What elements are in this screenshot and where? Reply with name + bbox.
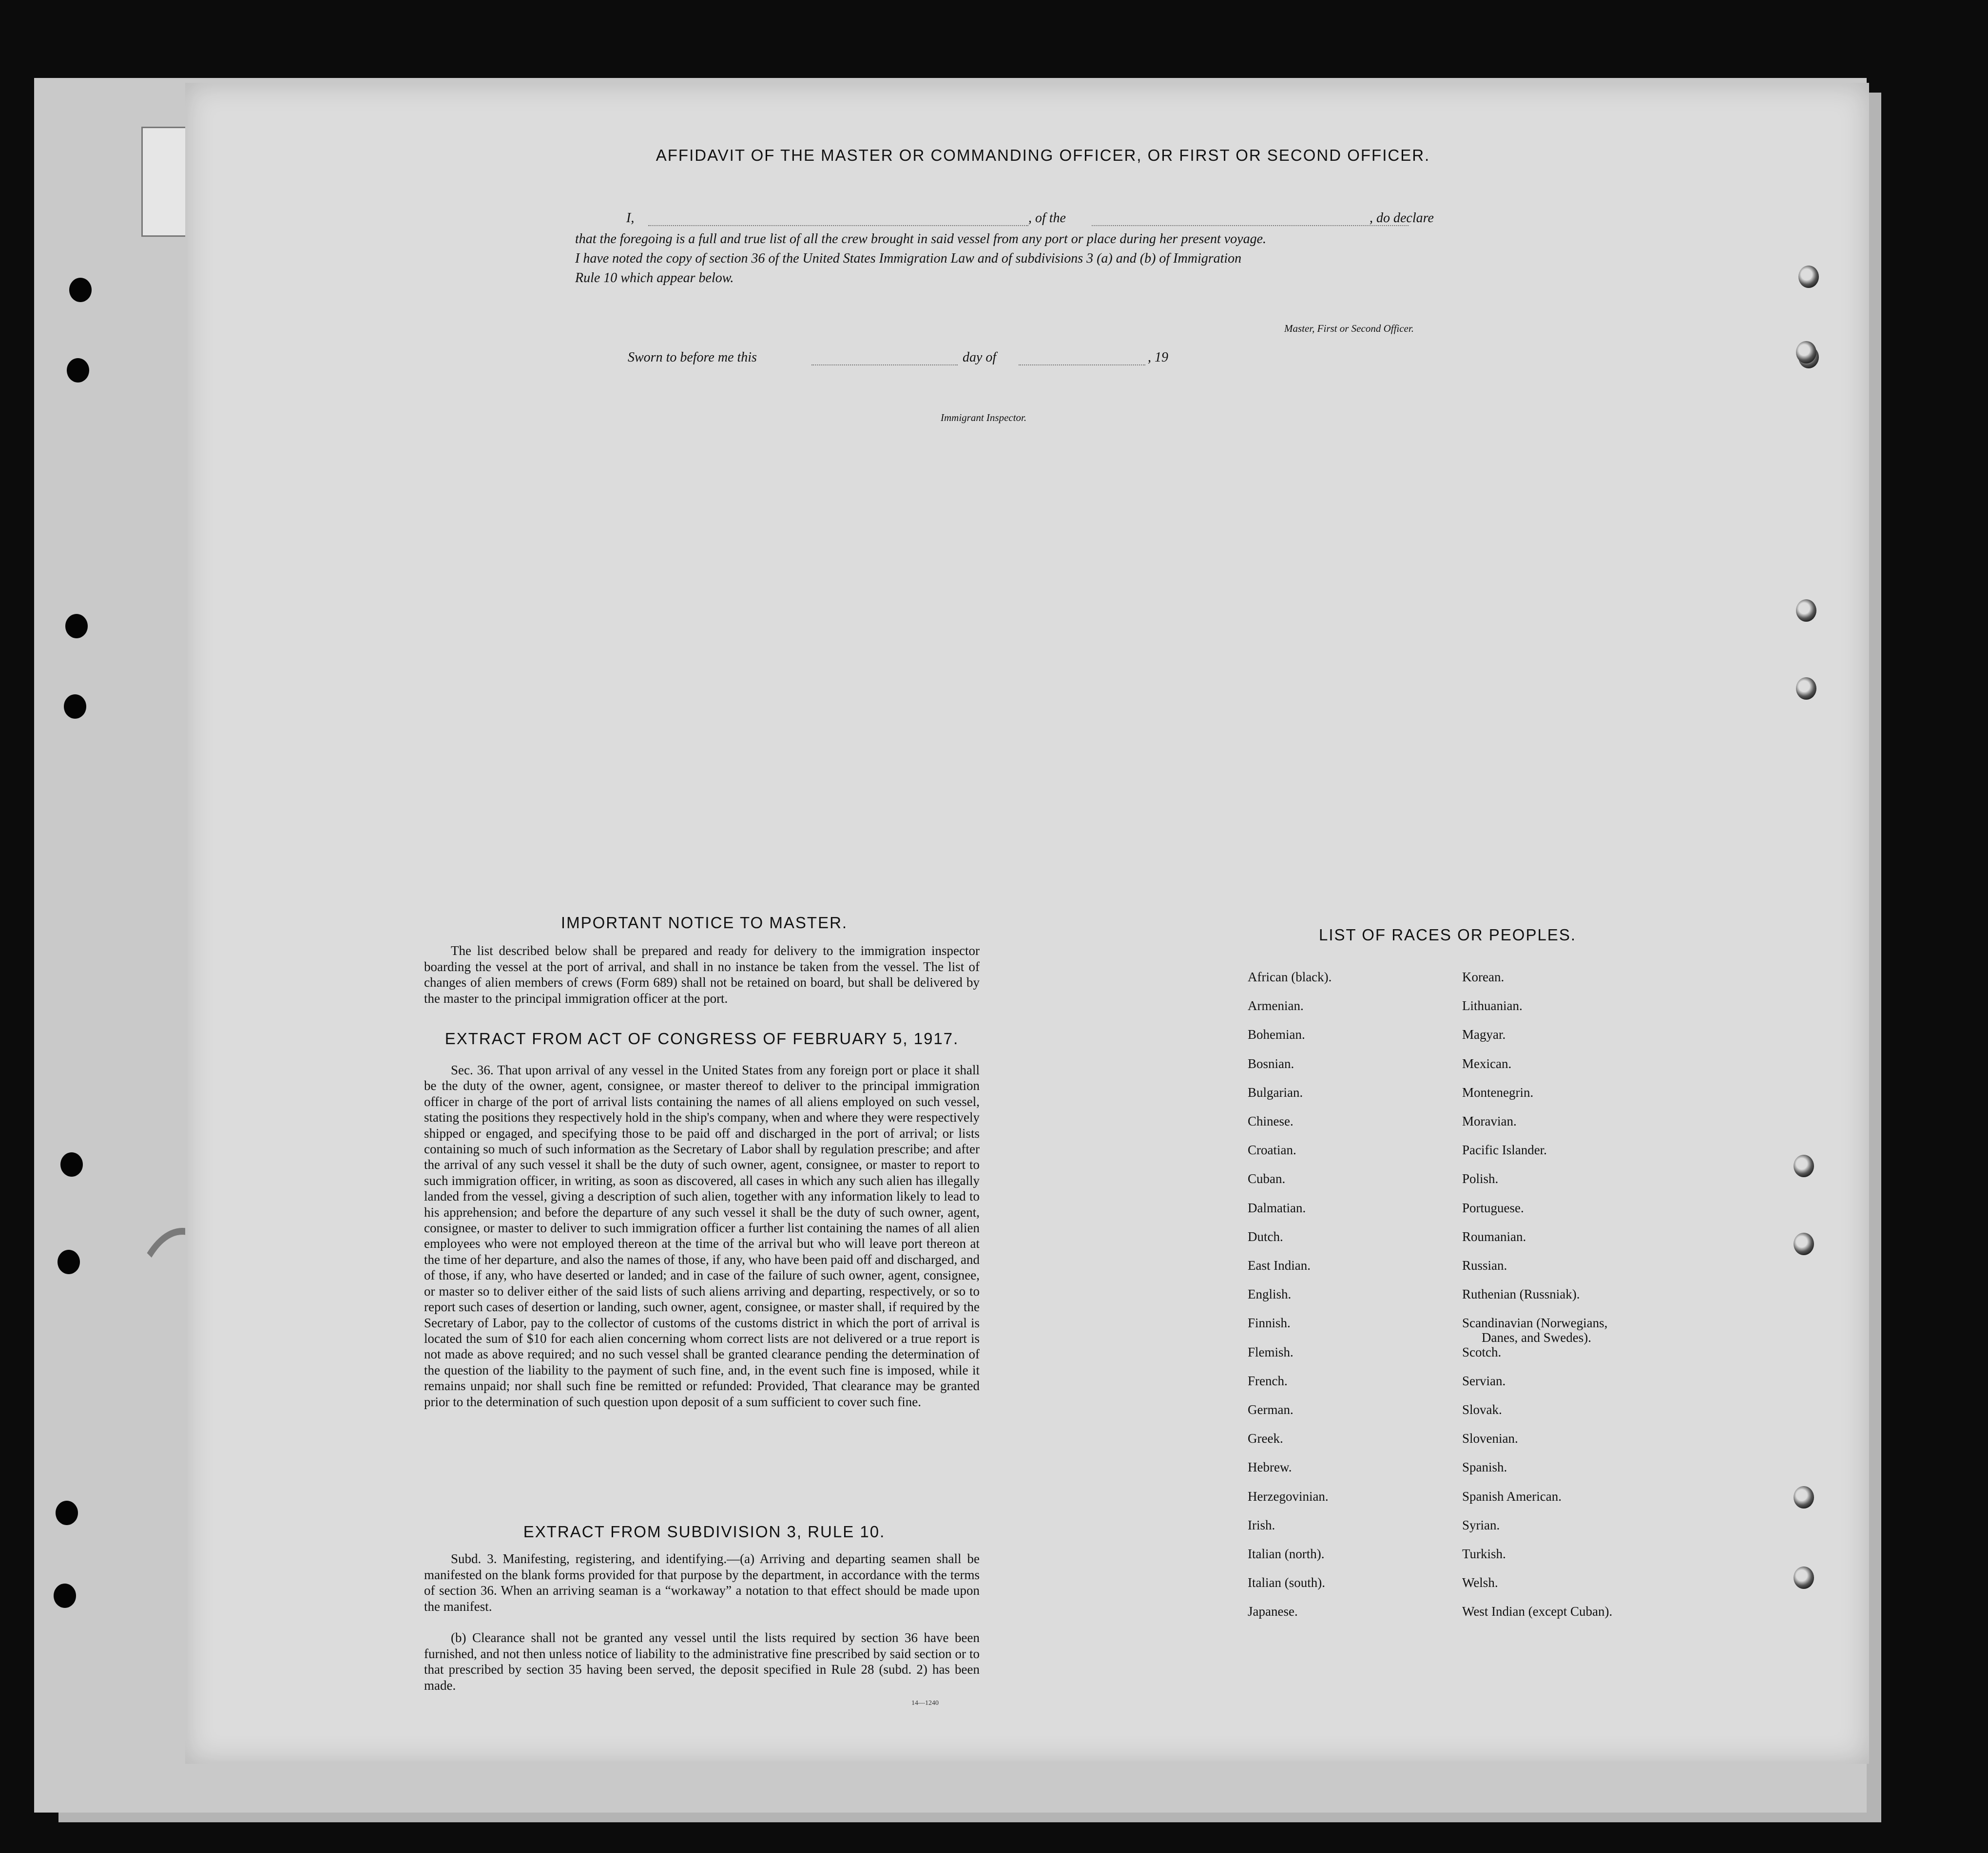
affidavit-of-the: , of the	[1028, 210, 1066, 226]
race-item: Korean.	[1462, 970, 1505, 984]
rule-extract-text-b: (b) Clearance shall not be granted any vessel until the lists required by section 36 have been furnished, and not then unless notice of liability to the administrative fine prescribed by said section or to that prescribed by section 35 having been served, the deposit specified in Rule 28 (subd. 2) has been made.	[424, 1630, 980, 1693]
race-item: West Indian (except Cuban).	[1462, 1604, 1613, 1619]
race-item: Servian.	[1462, 1373, 1506, 1388]
races-title: LIST OF RACES OR PEOPLES.	[1318, 926, 1577, 944]
race-item: Herzegovinian.	[1248, 1489, 1329, 1504]
race-item: Turkish.	[1462, 1547, 1506, 1561]
binder-hole-icon	[1796, 599, 1816, 622]
race-item: Japanese.	[1248, 1604, 1298, 1619]
race-item: Cuban.	[1248, 1171, 1286, 1186]
race-item: Hebrew.	[1248, 1460, 1292, 1475]
binder-hole-icon	[58, 1250, 80, 1274]
race-item: Bohemian.	[1248, 1027, 1305, 1042]
race-item: Syrian.	[1462, 1517, 1500, 1532]
binder-hole-icon	[1796, 677, 1816, 700]
master-signature-label: Master, First or Second Officer.	[1284, 323, 1414, 334]
race-item: Dutch.	[1248, 1229, 1283, 1244]
race-item-continuation: Danes, and Swedes).	[1482, 1330, 1591, 1345]
race-item: Scotch.	[1462, 1344, 1502, 1359]
day-of-label: day of	[963, 350, 997, 365]
binder-hole-icon	[1794, 1486, 1814, 1509]
affidavit-title: AFFIDAVIT OF THE MASTER OR COMMANDING OFFICER, OR FIRST OR SECOND OFFICER.	[656, 146, 1430, 164]
race-item: Finnish.	[1248, 1316, 1291, 1331]
race-item: Spanish.	[1462, 1460, 1507, 1475]
sworn-label: Sworn to before me this	[628, 350, 757, 365]
race-item: Chinese.	[1248, 1114, 1293, 1128]
binder-hole-icon	[65, 614, 88, 638]
binder-hole-icon	[67, 358, 89, 382]
name-blank	[648, 225, 1028, 226]
rule-extract-text-a: Subd. 3. Manifesting, registering, and identifying.—(a) Arriving and departing seamen shall be manifested on the blank forms provided for that purpose by the department, in accordance with the terms of section 36. When an arriving seaman is a “workaway” a notation to that effect should be made upon the manifest.	[424, 1551, 980, 1614]
race-item: Slovenian.	[1462, 1431, 1518, 1446]
notice-text: The list described below shall be prepared and ready for delivery to the immigration inspector boarding the vessel at the port of arrival, and shall in no instance be taken from the vessel. The list of changes of alien members of crews (Form 689) shall not be retained on board, but shall be delivered by the master to the principal immigration officer at the port.	[424, 943, 980, 1006]
form-number: 14—1240	[911, 1700, 939, 1707]
race-item: Irish.	[1248, 1517, 1275, 1532]
vessel-blank	[1092, 225, 1409, 226]
binder-hole-icon	[1794, 1155, 1814, 1177]
race-item: Ruthenian (Russniak).	[1462, 1287, 1580, 1302]
binder-hole-icon	[1794, 1566, 1814, 1589]
race-item: Armenian.	[1248, 998, 1304, 1013]
binder-hole-icon	[1796, 341, 1816, 363]
race-item: Russian.	[1462, 1258, 1507, 1273]
race-item: Croatian.	[1248, 1143, 1296, 1158]
act-extract-text: Sec. 36. That upon arrival of any vessel in the United States from any foreign port or place it shall be the duty of the owner, agent, consignee, or master thereof to deliver to the principal immigration officer in charge of the port of arrival lists containing the names of all aliens employed on such vessel, stating the positions they respectively hold in the ship's company, when and where they were respectively shipped or engaged, and specifying those to be paid off and discharged in the port of arrival; or lists containing so much of such information as the Secretary of Labor shall by regulation prescribe; and after the arrival of any such vessel it shall be the duty of such owner, agent, consignee, or master to report to such immigration officer, in writing, as soon as discovered, all cases in which any such alien has illegally landed from the vessel, giving a description of such alien, together with any information likely to lead to his apprehension; and before the departure of any such vessel it shall be the duty of such owner, agent, consignee, or master to deliver to such immigration officer a further list containing the names of all alien employees who were not employed thereon at the time of the arrival but who will leave port thereon at the time of her departure, and also the names of those, if any, who have been paid off and discharged, and of those, if any, who have deserted or landed; and in case of the failure of such owner, agent, consignee, or master so to deliver either of the said lists of such aliens arriving and departing, respectively, or so to report such cases of desertion or landing, such owner, agent, consignee, or master shall, if required by the Secretary of Labor, pay to the collector of customs of the customs district in which the port of arrival is located the sum of $10 for each alien concerning whom correct lists are not delivered or a true report is not made as above required; and no such vessel shall be granted clearance pending the determination of the question of the liability to the payment of such fine, and, in the event such fine is imposed, while it remains unpaid; nor shall such fine be remitted or refunded: Provided, That clearance may be granted prior to the determination of such question upon deposit of a sum sufficient to cover such fine.	[424, 1063, 980, 1409]
binder-hole-icon	[56, 1501, 78, 1525]
race-item: Lithuanian.	[1462, 998, 1523, 1013]
race-item: Slovak.	[1462, 1402, 1502, 1417]
binder-hole-icon	[60, 1152, 83, 1177]
race-item: East Indian.	[1248, 1258, 1311, 1273]
race-item: Polish.	[1462, 1171, 1499, 1186]
affidavit-i: I,	[626, 210, 635, 226]
race-item: Magyar.	[1462, 1027, 1506, 1042]
race-item: Mexican.	[1462, 1056, 1512, 1071]
binder-hole-icon	[69, 278, 92, 302]
rule-extract-title: EXTRACT FROM SUBDIVISION 3, RULE 10.	[523, 1523, 886, 1541]
notice-title: IMPORTANT NOTICE TO MASTER.	[560, 914, 848, 932]
race-item: Pacific Islander.	[1462, 1143, 1547, 1158]
race-item: Italian (north).	[1248, 1547, 1325, 1561]
race-item: Montenegrin.	[1462, 1085, 1534, 1100]
month-blank	[1019, 364, 1145, 365]
binder-hole-icon	[64, 694, 86, 719]
race-item: Portuguese.	[1462, 1200, 1524, 1215]
affidavit-declare: , do declare	[1370, 210, 1434, 226]
year-label: , 19	[1148, 350, 1168, 365]
affidavit-line-4: Rule 10 which appear below.	[575, 270, 734, 286]
binder-hole-icon	[54, 1584, 76, 1608]
race-item: Greek.	[1248, 1431, 1283, 1446]
race-item: French.	[1248, 1373, 1288, 1388]
binder-hole-icon	[1798, 266, 1819, 288]
race-item: African (black).	[1248, 970, 1332, 984]
race-item: Dalmatian.	[1248, 1200, 1306, 1215]
race-item: Roumanian.	[1462, 1229, 1526, 1244]
race-item: Bosnian.	[1248, 1056, 1294, 1071]
race-item: Scandinavian (Norwegians,	[1462, 1316, 1608, 1331]
affidavit-line-3: I have noted the copy of section 36 of the United States Immigration Law and of subdivisions 3 (a) and (b) of Immigration	[575, 251, 1242, 266]
race-item: Italian (south).	[1248, 1575, 1325, 1590]
race-item: German.	[1248, 1402, 1293, 1417]
race-item: Bulgarian.	[1248, 1085, 1303, 1100]
race-item: Flemish.	[1248, 1344, 1293, 1359]
binder-hole-icon	[1794, 1233, 1814, 1255]
race-item: Welsh.	[1462, 1575, 1498, 1590]
day-blank	[811, 364, 958, 365]
affidavit-line-2: that the foregoing is a full and true list of all the crew brought in said vessel from any port or place during her present voyage.	[575, 231, 1267, 247]
race-item: English.	[1248, 1287, 1292, 1302]
act-extract-title: EXTRACT FROM ACT OF CONGRESS OF FEBRUARY 5, 1917.	[444, 1030, 959, 1048]
race-item: Spanish American.	[1462, 1489, 1562, 1504]
race-item: Moravian.	[1462, 1114, 1517, 1128]
inspector-label: Immigrant Inspector.	[941, 412, 1027, 423]
